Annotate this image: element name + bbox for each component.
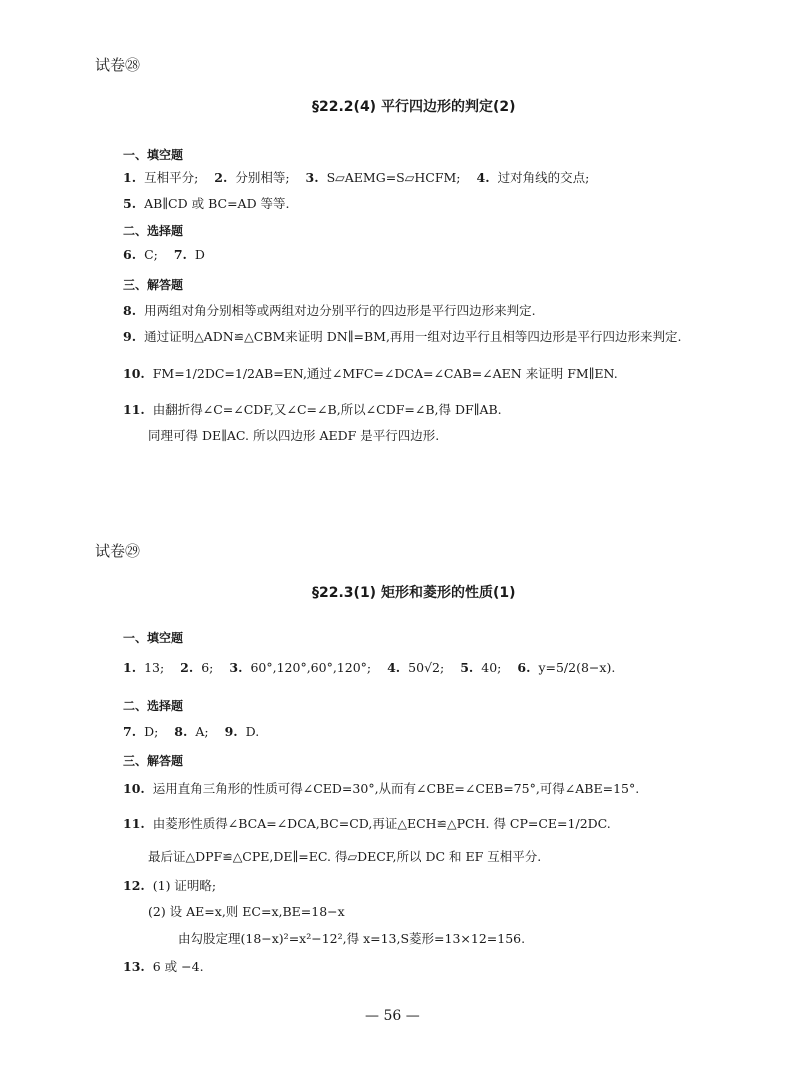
answer-line: 最后证△DPF≌△CPE,DE∥=EC. 得▱DECF,所以 DC 和 EF 互相平分.	[148, 849, 542, 864]
answer-line	[123, 957, 204, 975]
answer-line	[123, 400, 502, 418]
answer-text: 过对角线的交点;	[497, 170, 590, 185]
answer-text: 运用直角三角形的性质可得∠CED=30°,从而有∠CBE=∠CEB=75°,可得∠ABE=15°.	[152, 781, 640, 796]
part-heading: 二、选择题	[123, 699, 184, 713]
answer-line	[123, 301, 536, 319]
item-number: 11.	[123, 816, 145, 831]
answer-line: (2) 设 AE=x,则 EC=x,BE=18−x	[148, 904, 345, 919]
answer-text: 分别相等;	[235, 170, 290, 185]
paper-label: 试卷㉙	[95, 542, 141, 560]
answer-line	[123, 779, 639, 797]
section-title: §22.2(4) 平行四边形的判定(2)	[312, 99, 516, 115]
answer-text: 60°,120°,60°,120°;	[250, 660, 372, 675]
answer-text: A;	[195, 724, 209, 739]
paper-label: 试卷㉘	[95, 56, 141, 74]
item-number: 3.	[229, 660, 243, 675]
item-number: 8.	[174, 724, 188, 739]
part-heading: 三、解答题	[123, 754, 184, 768]
answer-text: (1) 证明略;	[152, 878, 217, 893]
item-number: 4.	[476, 170, 490, 185]
answer-text: C;	[144, 247, 158, 262]
part-heading: 一、填空题	[123, 148, 184, 162]
answer-text: 50√2;	[408, 660, 445, 675]
answer-text: 用两组对角分别相等或两组对边分别平行的四边形是平行四边形来判定.	[144, 303, 536, 318]
item-number: 5.	[460, 660, 474, 675]
answer-text: 由翻折得∠C=∠CDF,又∠C=∠B,所以∠CDF=∠B,得 DF∥AB.	[152, 402, 502, 417]
answer-text: AB∥CD 或 BC=AD 等等.	[144, 196, 290, 211]
item-number: 13.	[123, 959, 145, 974]
item-number: 1.	[123, 170, 137, 185]
item-number: 6.	[517, 660, 531, 675]
answer-line	[123, 247, 205, 262]
answer-line	[123, 364, 618, 382]
item-number: 10.	[123, 781, 145, 796]
answer-text: 6 或 −4.	[152, 959, 204, 974]
answer-text: FM=1/2DC=1/2AB=EN,通过∠MFC=∠DCA=∠CAB=∠AEN 来证明 FM∥EN.	[152, 366, 618, 381]
answer-line	[123, 327, 681, 345]
answer-text: 13;	[144, 660, 165, 675]
answer-line: 由勾股定理(18−x)²=x²−12²,得 x=13,S菱形=13×12=156.	[178, 931, 526, 946]
item-number: 7.	[123, 724, 137, 739]
item-number: 4.	[387, 660, 401, 675]
answer-line	[123, 194, 290, 212]
answer-line	[123, 660, 615, 675]
part-heading: 一、填空题	[123, 631, 184, 645]
answer-text: 6;	[201, 660, 214, 675]
answer-text: S▱AEMG=S▱HCFM;	[326, 170, 461, 185]
answer-line: 同理可得 DE∥AC. 所以四边形 AEDF 是平行四边形.	[148, 428, 440, 443]
page-number: — 56 —	[365, 1008, 420, 1024]
item-number: 8.	[123, 303, 137, 318]
item-number: 7.	[173, 247, 187, 262]
item-number: 3.	[305, 170, 319, 185]
part-heading: 三、解答题	[123, 278, 184, 292]
answer-line	[123, 724, 259, 739]
answer-line	[123, 168, 589, 186]
item-number: 1.	[123, 660, 137, 675]
item-number: 9.	[123, 329, 137, 344]
item-number: 5.	[123, 196, 137, 211]
answer-text: 互相平分;	[144, 170, 199, 185]
answer-text: 通过证明△ADN≌△CBM来证明 DN∥=BM,再用一组对边平行且相等四边形是平行四边形来判定.	[144, 329, 682, 344]
item-number: 11.	[123, 402, 145, 417]
answer-line	[123, 814, 611, 832]
item-number: 10.	[123, 366, 145, 381]
item-number: 12.	[123, 878, 145, 893]
item-number: 2.	[180, 660, 194, 675]
item-number: 6.	[123, 247, 137, 262]
answer-text: 由菱形性质得∠BCA=∠DCA,BC=CD,再证△ECH≌△PCH. 得 CP=CE=1/2DC.	[152, 816, 611, 831]
answer-text: 40;	[481, 660, 502, 675]
answer-text: y=5/2(8−x).	[538, 660, 616, 675]
item-number: 9.	[224, 724, 238, 739]
answer-text: D;	[144, 724, 159, 739]
item-number: 2.	[214, 170, 228, 185]
answer-line	[123, 876, 216, 894]
section-title: §22.3(1) 矩形和菱形的性质(1)	[312, 585, 516, 601]
answer-text: D.	[245, 724, 260, 739]
answer-text: D	[194, 247, 205, 262]
part-heading: 二、选择题	[123, 224, 184, 238]
